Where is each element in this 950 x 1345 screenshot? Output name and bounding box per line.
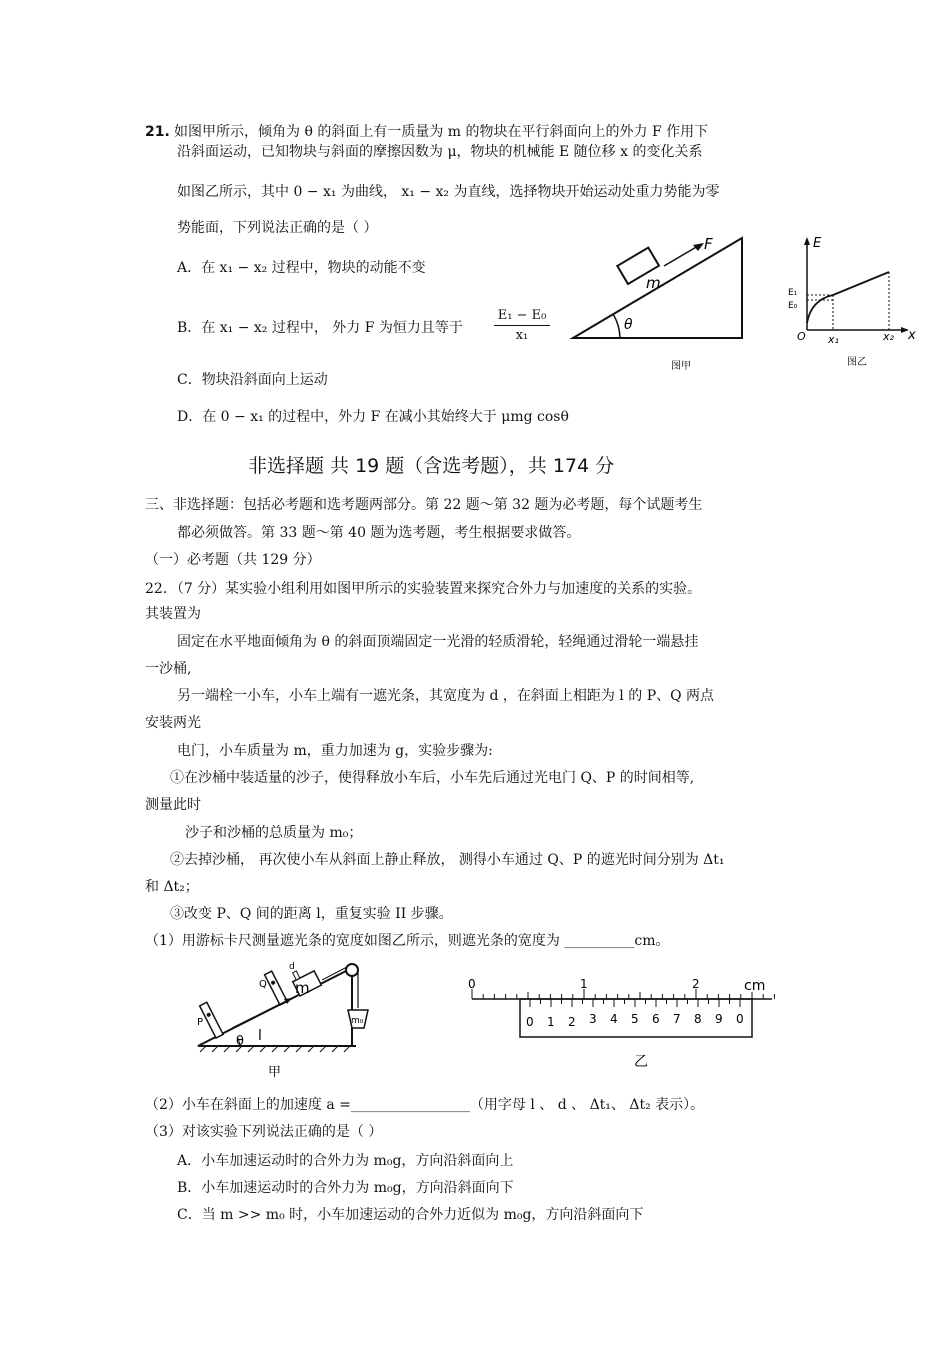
q21-incline-figure bbox=[568, 232, 753, 377]
section-heading: 非选择题 共 19 题（含选考题），共 174 分 bbox=[248, 455, 615, 477]
q21-fraction-denominator: x₁ bbox=[515, 328, 529, 343]
theta-label-2: θ bbox=[236, 1034, 244, 1049]
q21-option-b: B．在 x₁ − x₂ 过程中， 外力 F 为恒力且等于 bbox=[177, 320, 463, 336]
q21-line-1: 如图甲所示，倾角为 θ 的斜面上有一质量为 m 的物块在平行斜面向上的外力 F 作用下 bbox=[174, 124, 709, 140]
q22-step-1: ①在沙桶中装适量的沙子，使得释放小车后，小车先后通过光电门 Q、P 的时间相等, bbox=[170, 770, 695, 786]
origin-label: O bbox=[797, 330, 806, 343]
e1-label: E₁ bbox=[788, 288, 798, 298]
main-scale-1: 1 bbox=[580, 977, 588, 991]
q21-option-d: D．在 0 − x₁ 的过程中，外力 F 在减小其始终大于 μmg cosθ bbox=[177, 409, 569, 425]
q22-line-3: 固定在水平地面倾角为 θ 的斜面顶端固定一光滑的轻质滑轮，轻绳通过滑轮一端悬挂 bbox=[177, 634, 699, 650]
vernier-10: 0 bbox=[736, 1012, 744, 1026]
q22-line-2: 其装置为 bbox=[145, 606, 201, 622]
car-m-label: m bbox=[295, 979, 310, 997]
axis-x-label: x bbox=[908, 328, 916, 343]
q22-part-3: （3）对该实验下列说法正确的是（ ） bbox=[145, 1124, 383, 1140]
axis-e-label: E bbox=[813, 236, 822, 251]
q-label: Q bbox=[259, 979, 267, 990]
vernier-6: 6 bbox=[652, 1012, 660, 1026]
fig1-caption: 图甲 bbox=[671, 361, 691, 372]
fig2-caption: 图乙 bbox=[847, 357, 867, 368]
q21-fraction-numerator: E₁ − E₀ bbox=[494, 306, 550, 326]
vernier-5: 5 bbox=[631, 1012, 639, 1026]
vernier-2: 2 bbox=[568, 1015, 576, 1029]
q21-line-4: 势能面，下列说法正确的是（ ） bbox=[177, 220, 378, 236]
q22-line-5: 另一端栓一小车，小车上端有一遮光条，其宽度为 d ，在斜面上相距为 l 的 P、Q 两点 bbox=[177, 688, 715, 704]
required-subheading: （一）必考题（共 129 分） bbox=[145, 552, 321, 568]
d-label: d bbox=[289, 962, 295, 972]
vernier-8: 8 bbox=[694, 1012, 702, 1026]
q22-option-b: B．小车加速运动时的合外力为 m₀g，方向沿斜面向下 bbox=[177, 1180, 514, 1196]
q22-step-2: ②去掉沙桶， 再次使小车从斜面上静止释放， 测得小车通过 Q、P 的遮光时间分别为 Δt₁ bbox=[170, 852, 725, 868]
force-f-label: F bbox=[704, 235, 713, 253]
section-intro-2: 都必须做答。第 33 题～第 40 题为选考题，考生根据要求做答。 bbox=[177, 525, 581, 541]
q21-line-3: 如图乙所示，其中 0 − x₁ 为曲线， x₁ − x₂ 为直线，选择物块开始运动处重力势能为零 bbox=[177, 184, 720, 200]
q21-option-a: A．在 x₁ − x₂ 过程中，物块的动能不变 bbox=[177, 260, 426, 276]
q22-apparatus-figure bbox=[192, 958, 372, 1088]
q22-line-4: 一沙桶, bbox=[145, 661, 192, 677]
q22-step-3: ③改变 P、Q 间的距离 l，重复实验 II 步骤。 bbox=[170, 906, 453, 922]
q22-part-2: （2）小车在斜面上的加速度 a =_________________（用字母 l 、 d 、 Δt₁、 Δt₂ 表示）。 bbox=[145, 1097, 705, 1113]
unit-label: cm bbox=[744, 978, 766, 994]
q21-fraction bbox=[494, 306, 550, 345]
q22-part-1: （1）用游标卡尺测量遮光条的宽度如图乙所示，则遮光条的宽度为 __________cm。 bbox=[145, 933, 670, 949]
q21-energy-graph bbox=[783, 232, 923, 372]
x2-label: x₂ bbox=[883, 330, 894, 343]
q22-line-9: 测量此时 bbox=[145, 797, 201, 813]
q22-line-7: 电门，小车质量为 m，重力加速为 g，实验步骤为: bbox=[177, 743, 493, 759]
main-scale-0: 0 bbox=[468, 977, 476, 991]
theta-label: θ bbox=[624, 317, 633, 333]
q22-line-1: 22．（7 分）某实验小组利用如图甲所示的实验装置来探究合外力与加速度的关系的实验。 bbox=[145, 581, 702, 597]
vernier-3: 3 bbox=[589, 1012, 597, 1026]
q22-option-c: C．当 m >> m₀ 时，小车加速运动的合外力近似为 m₀g，方向沿斜面向下 bbox=[177, 1207, 644, 1223]
vernier-caliper-figure bbox=[462, 974, 780, 1074]
q21-option-c: C．物块沿斜面向上运动 bbox=[177, 372, 328, 388]
p-label: P bbox=[197, 1017, 204, 1028]
main-scale-2: 2 bbox=[692, 977, 700, 991]
vernier-9: 9 bbox=[715, 1012, 723, 1026]
block-m-label: m bbox=[646, 274, 661, 292]
fig3-caption: 甲 bbox=[268, 1065, 282, 1080]
q22-option-a: A．小车加速运动时的合外力为 m₀g，方向沿斜面向上 bbox=[177, 1153, 514, 1169]
q22-line-12: 和 Δt₂； bbox=[145, 879, 199, 895]
fig4-caption: 乙 bbox=[634, 1054, 648, 1070]
vernier-4: 4 bbox=[610, 1012, 618, 1026]
vernier-7: 7 bbox=[673, 1012, 681, 1026]
q22-line-6: 安装两光 bbox=[145, 715, 201, 731]
vernier-0: 0 bbox=[526, 1015, 534, 1029]
x1-label: x₁ bbox=[828, 333, 839, 346]
q21-line-2: 沿斜面运动，已知物块与斜面的摩擦因数为 μ，物块的机械能 E 随位移 x 的变化关系 bbox=[177, 144, 703, 160]
q21-number: 21. bbox=[145, 124, 170, 140]
section-intro-1: 三、非选择题：包括必考题和选考题两部分。第 22 题～第 32 题为必考题，每个试题考生 bbox=[145, 497, 703, 513]
vernier-1: 1 bbox=[547, 1015, 555, 1029]
q22-line-10: 沙子和沙桶的总质量为 m₀； bbox=[185, 825, 363, 841]
l-label: l bbox=[258, 1028, 262, 1044]
e0-label: E₀ bbox=[788, 301, 798, 311]
bucket-mass-label: m₀ bbox=[351, 1016, 364, 1026]
